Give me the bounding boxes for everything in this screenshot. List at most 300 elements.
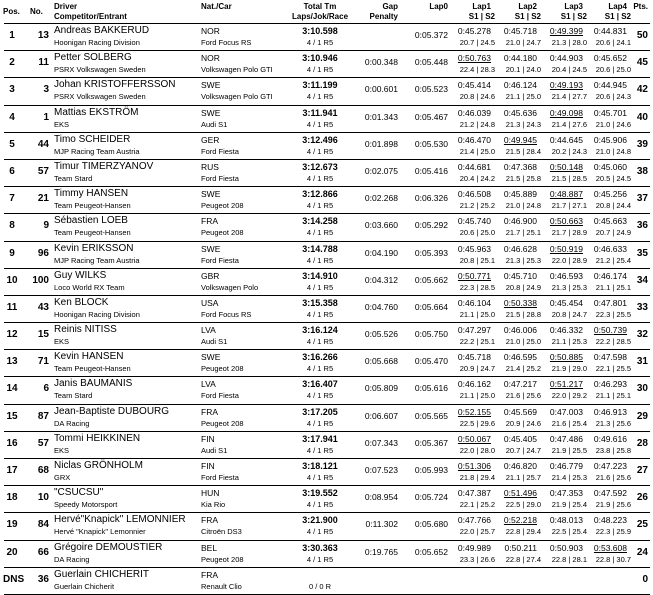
- lap4-splits: 21.2 | 25.4: [595, 255, 631, 265]
- lap1-time: 0:45.414: [457, 80, 491, 91]
- lap0-time: 0:05.616: [414, 383, 448, 394]
- laps-jokers-race: 4 / 1 R5: [306, 173, 334, 183]
- lap4-splits: 20.5 | 24.5: [595, 173, 631, 183]
- table-row: [0, 568, 653, 594]
- entrant-name: EKS: [54, 337, 70, 347]
- driver-name: Tommi HEIKKINEN: [54, 432, 141, 444]
- lap2-splits: 21.6 | 25.6: [505, 391, 541, 401]
- position: DNS: [3, 573, 25, 585]
- laps-jokers-race: 4 / 1 R5: [306, 201, 334, 211]
- laps-jokers-race: 4 / 1 R5: [306, 364, 334, 374]
- lap2-time: 0:46.900: [503, 216, 537, 227]
- car-number: 43: [37, 301, 49, 313]
- lap3-splits: 21.9 | 25.4: [551, 500, 587, 510]
- position: 8: [9, 220, 15, 232]
- driver-name: Grégoire DEMOUSTIER: [54, 541, 163, 553]
- header-lap3: Lap3: [564, 2, 583, 11]
- lap3-time: 0:51.217: [549, 379, 583, 390]
- lap3-splits: 21.4 | 27.7: [551, 92, 587, 102]
- lap1-splits: 22.0 | 25.7: [459, 527, 495, 537]
- car-number: 15: [37, 329, 49, 341]
- points: 39: [636, 138, 648, 150]
- entrant-name: MJP Racing Team Austria: [54, 146, 140, 156]
- entrant-name: PSRX Volkswagen Sweden: [54, 65, 146, 75]
- lap2-splits: 22.8 | 27.4: [505, 554, 541, 564]
- position: 3: [9, 84, 15, 96]
- laps-jokers-race: 4 / 1 R5: [306, 500, 334, 510]
- nationality: RUS: [201, 161, 219, 172]
- car-model: Volkswagen Polo GTI: [201, 65, 273, 75]
- lap1-time: 0:45.278: [457, 26, 491, 36]
- header-lap3-split: S1 | S2: [560, 12, 587, 21]
- car-model: Kia Rio: [201, 500, 226, 510]
- lap2-time: 0:47.368: [503, 161, 537, 172]
- car-number: 68: [37, 465, 49, 476]
- entrant-name: DA Racing: [54, 554, 90, 564]
- lap1-time: 0:47.766: [457, 515, 491, 526]
- entrant-name: Team Peugeot-Hansen: [54, 228, 131, 238]
- lap0-time: 0:05.372: [414, 30, 448, 40]
- lap2-time: 0:51.496: [503, 488, 537, 499]
- entrant-name: Hoonigan Racing Division: [54, 38, 140, 47]
- header-lap2-split: S1 | S2: [514, 12, 541, 21]
- car-number: 36: [37, 573, 49, 585]
- lap1-splits: 22.1 | 25.2: [459, 500, 495, 510]
- lap1-splits: 22.3 | 28.5: [459, 282, 495, 292]
- laps-jokers-race: 4 / 1 R5: [306, 391, 334, 401]
- lap4-time: 0:45.060: [593, 161, 627, 172]
- lap2-splits: 21.0 | 25.0: [505, 337, 541, 347]
- entrant-name: Team Stard: [54, 173, 93, 183]
- results-table: [0, 24, 653, 595]
- car-number: 1: [43, 111, 49, 123]
- lap2-time: 0:46.124: [503, 80, 537, 91]
- lap2-splits: 20.7 | 24.7: [505, 445, 541, 455]
- position: 18: [6, 492, 18, 504]
- lap1-splits: 22.5 | 29.6: [459, 418, 495, 428]
- table-row: [0, 486, 653, 512]
- lap2-splits: 21.3 | 24.3: [505, 119, 541, 129]
- gap-penalty: 0:19.765: [364, 546, 398, 557]
- table-row: [0, 296, 653, 322]
- nationality: FIN: [201, 461, 215, 471]
- table-row: [0, 24, 653, 50]
- position: 6: [9, 165, 15, 177]
- lap2-splits: 21.1 | 25.0: [505, 92, 541, 102]
- entrant-name: Team Stard: [54, 391, 93, 401]
- lap1-splits: 20.8 | 25.1: [459, 255, 495, 265]
- points: 40: [636, 111, 648, 123]
- nationality: SWE: [201, 80, 221, 91]
- lap0-time: 0:05.664: [414, 301, 448, 312]
- driver-name: Hervé"Knapick" LEMONNIER: [54, 514, 186, 526]
- laps-jokers-race: 4 / 1 R5: [306, 119, 334, 129]
- header-laps-jok-race: Laps/Jok/Race: [291, 12, 349, 21]
- header-lap1: Lap1: [472, 2, 491, 11]
- lap3-splits: 22.0 | 28.9: [551, 255, 587, 265]
- lap3-time: 0:48.887: [549, 189, 583, 200]
- points: 29: [636, 410, 648, 422]
- points: 25: [636, 519, 648, 531]
- table-row: [0, 242, 653, 268]
- lap2-splits: 20.8 | 24.9: [505, 282, 541, 292]
- lap0-time: 0:05.470: [414, 356, 448, 367]
- lap4-splits: 22.1 | 25.5: [595, 364, 631, 374]
- position: 5: [9, 138, 15, 150]
- lap4-splits: 21.9 | 25.6: [595, 500, 631, 510]
- position: 2: [9, 57, 15, 69]
- nationality: USA: [201, 297, 219, 308]
- lap4-time: 0:45.701: [593, 107, 627, 118]
- table-row: [0, 160, 653, 186]
- entrant-name: Loco World RX Team: [54, 282, 125, 292]
- laps-jokers-race: 4 / 1 R5: [306, 282, 334, 292]
- points: 35: [636, 247, 648, 259]
- entrant-name: GRX: [54, 473, 71, 482]
- car-number: 100: [32, 274, 49, 286]
- laps-jokers-race: 4 / 1 R5: [306, 527, 334, 537]
- nationality: FRA: [201, 406, 218, 417]
- lap3-splits: 22.8 | 28.1: [551, 554, 587, 564]
- points: 37: [636, 193, 648, 205]
- points: 42: [636, 84, 648, 96]
- points: 50: [636, 30, 648, 41]
- lap2-time: 0:45.569: [503, 406, 537, 417]
- lap1-splits: 23.3 | 26.6: [459, 554, 495, 564]
- lap1-time: 0:46.508: [457, 189, 491, 200]
- points: 34: [636, 274, 648, 286]
- lap4-splits: 22.8 | 30.7: [595, 554, 631, 564]
- lap4-time: 0:46.913: [593, 406, 627, 417]
- car-model: Peugeot 208: [201, 554, 244, 564]
- lap3-time: 0:44.645: [549, 134, 583, 145]
- lap3-splits: 22.5 | 25.4: [551, 527, 587, 537]
- table-header: [0, 2, 653, 23]
- driver-name: Guerlain CHICHERIT: [54, 568, 150, 580]
- total-time: 3:11.941: [302, 107, 338, 118]
- lap4-splits: 20.6 | 24.1: [595, 38, 631, 47]
- gap-penalty: 0:04.312: [364, 274, 398, 285]
- car-number: 96: [37, 247, 49, 259]
- lap3-time: 0:50.885: [549, 352, 583, 363]
- lap4-time: 0:45.652: [593, 53, 627, 64]
- driver-name: Niclas GRÖNHOLM: [54, 460, 143, 471]
- lap1-splits: 20.6 | 25.0: [459, 228, 495, 238]
- lap4-time: 0:46.174: [593, 270, 627, 281]
- lap4-splits: 21.1 | 25.1: [595, 391, 631, 401]
- lap2-time: 0:45.405: [503, 433, 537, 444]
- nationality: GER: [201, 134, 220, 145]
- lap4-splits: 21.6 | 25.6: [595, 473, 631, 482]
- nationality: LVA: [201, 325, 216, 336]
- gap-penalty: 0:00.348: [364, 57, 398, 68]
- car-number: 6: [43, 383, 49, 395]
- lap1-splits: 21.1 | 25.0: [459, 309, 495, 319]
- gap-penalty: 0:03.660: [364, 220, 398, 231]
- lap1-splits: 22.2 | 25.1: [459, 337, 495, 347]
- table-row: [0, 78, 653, 104]
- lap3-time: 0:49.193: [549, 80, 583, 91]
- driver-name: Sébastien LOEB: [54, 215, 128, 227]
- total-time: 3:14.788: [302, 243, 338, 254]
- lap3-splits: 21.4 | 25.3: [551, 473, 587, 482]
- car-number: 87: [37, 410, 49, 422]
- gap-penalty: 0:06.607: [364, 410, 398, 421]
- lap1-time: 0:46.470: [457, 134, 491, 145]
- car-number: 57: [37, 165, 49, 177]
- lap1-time: 0:51.306: [457, 461, 491, 471]
- car-number: 3: [43, 84, 49, 96]
- driver-name: Timur TIMERZYANOV: [54, 160, 154, 172]
- lap1-time: 0:46.162: [457, 379, 491, 390]
- lap4-splits: 21.0 | 24.6: [595, 119, 631, 129]
- lap3-time: 0:47.003: [549, 406, 583, 417]
- lap3-splits: 22.0 | 29.2: [551, 391, 587, 401]
- car-number: 71: [37, 356, 49, 368]
- lap2-time: 0:52.218: [503, 515, 537, 526]
- lap2-splits: 21.4 | 25.2: [505, 364, 541, 374]
- car-number: 10: [37, 492, 49, 504]
- header-pos: Pos.: [3, 7, 20, 16]
- points: 45: [636, 57, 648, 69]
- table-row: [0, 323, 653, 349]
- driver-name: Ken BLOCK: [54, 296, 109, 308]
- driver-name: Janis BAUMANIS: [54, 378, 133, 390]
- lap0-time: 0:05.652: [414, 546, 448, 557]
- driver-name: "CSUCSU": [54, 487, 104, 499]
- position: 11: [6, 301, 18, 313]
- lap2-splits: 21.5 | 25.8: [505, 173, 541, 183]
- table-row: [0, 269, 653, 295]
- lap4-time: 0:47.801: [593, 297, 627, 308]
- lap2-time: 0:50.211: [504, 542, 537, 553]
- points: 26: [636, 492, 648, 504]
- lap3-splits: 21.7 | 28.9: [551, 228, 587, 238]
- car-model: Peugeot 208: [201, 364, 244, 374]
- lap0-time: 0:06.326: [414, 193, 448, 204]
- entrant-name: Team Peugeot-Hansen: [54, 201, 131, 211]
- laps-jokers-race: 4 / 1 R5: [306, 473, 334, 482]
- car-model: Peugeot 208: [201, 201, 244, 211]
- lap4-time: 0:49.616: [593, 433, 627, 444]
- laps-jokers-race: 4 / 1 R5: [306, 38, 334, 47]
- lap1-splits: 21.4 | 25.0: [459, 146, 495, 156]
- table-row: [0, 350, 653, 376]
- lap1-time: 0:45.718: [457, 352, 491, 363]
- header-lap2: Lap2: [518, 2, 537, 11]
- lap4-time: 0:46.293: [593, 379, 627, 390]
- car-number: 66: [37, 546, 49, 558]
- lap1-time: 0:52.155: [457, 406, 491, 417]
- lap1-splits: 22.4 | 28.3: [459, 65, 495, 75]
- entrant-name: DA Racing: [54, 418, 90, 428]
- car-model: Renault Clio: [201, 581, 242, 591]
- lap2-splits: 22.8 | 29.4: [505, 527, 541, 537]
- total-time: 3:16.407: [302, 379, 338, 390]
- lap3-time: 0:45.454: [549, 297, 583, 308]
- lap0-time: 0:05.523: [414, 84, 448, 95]
- lap0-time: 0:05.565: [414, 410, 448, 421]
- lap4-splits: 22.3 | 25.9: [595, 527, 631, 537]
- lap3-time: 0:49.399: [549, 26, 583, 36]
- car-model: Ford Fiesta: [201, 473, 239, 482]
- header-no: No.: [30, 7, 43, 16]
- points: 28: [636, 437, 648, 449]
- nationality: BEL: [201, 542, 218, 553]
- lap3-time: 0:47.353: [549, 488, 583, 499]
- gap-penalty: 0:05.668: [364, 356, 398, 367]
- lap2-splits: 20.1 | 24.0: [505, 65, 541, 75]
- entrant-name: Guerlain Chicherit: [54, 581, 115, 591]
- lap4-splits: 21.0 | 24.8: [595, 146, 631, 156]
- gap-penalty: 0:08.954: [364, 492, 398, 503]
- lap1-splits: 20.9 | 24.7: [459, 364, 495, 374]
- car-model: Ford Fiesta: [201, 146, 239, 156]
- lap1-time: 0:50.771: [457, 270, 491, 281]
- lap2-time: 0:45.710: [503, 270, 537, 281]
- lap0-time: 0:05.367: [414, 437, 448, 448]
- total-time: 3:30.363: [302, 542, 338, 553]
- lap4-time: 0:45.663: [593, 216, 627, 227]
- car-model: Audi S1: [201, 445, 228, 455]
- lap3-splits: 21.4 | 27.6: [551, 119, 587, 129]
- position: 9: [9, 247, 15, 259]
- lap4-splits: 20.7 | 24.9: [595, 228, 631, 238]
- points: 30: [636, 383, 648, 395]
- total-time: 3:16.124: [302, 325, 338, 336]
- table-row: [0, 133, 653, 159]
- laps-jokers-race: 4 / 1 R5: [306, 337, 334, 347]
- position: 17: [6, 465, 18, 476]
- laps-jokers-race: 4 / 1 R5: [306, 309, 334, 319]
- lap3-splits: 21.7 | 27.1: [551, 201, 587, 211]
- position: 12: [6, 329, 18, 341]
- lap0-time: 0:05.416: [414, 165, 448, 176]
- driver-name: Andreas BAKKERUD: [54, 25, 150, 36]
- position: 4: [9, 111, 15, 123]
- laps-jokers-race: 4 / 1 R5: [306, 228, 334, 238]
- driver-name: Timmy HANSEN: [54, 188, 129, 200]
- lap3-splits: 20.2 | 24.3: [551, 146, 587, 156]
- lap4-time: 0:45.906: [593, 134, 627, 145]
- table-row: [0, 51, 653, 77]
- laps-jokers-race: 4 / 1 R5: [306, 554, 334, 564]
- header-lap4-split: S1 | S2: [604, 12, 631, 21]
- lap4-splits: 20.6 | 25.0: [595, 65, 631, 75]
- laps-jokers-race: 4 / 1 R5: [306, 92, 334, 102]
- driver-name: Guy WILKS: [54, 269, 107, 281]
- lap4-splits: 22.3 | 25.5: [595, 309, 631, 319]
- lap2-time: 0:50.338: [503, 297, 537, 308]
- gap-penalty: 0:01.343: [364, 111, 398, 122]
- position: 16: [6, 437, 18, 449]
- lap4-splits: 23.8 | 25.8: [595, 445, 631, 455]
- lap2-time: 0:49.945: [503, 134, 537, 145]
- table-row: [0, 214, 653, 240]
- lap1-splits: 20.7 | 24.5: [459, 38, 495, 47]
- lap4-time: 0:47.598: [593, 352, 627, 363]
- lap2-time: 0:47.217: [503, 379, 537, 390]
- lap1-splits: 21.1 | 25.0: [459, 391, 495, 401]
- lap0-time: 0:05.993: [414, 465, 448, 475]
- lap2-splits: 21.0 | 24.7: [505, 38, 541, 47]
- lap0-time: 0:05.724: [414, 492, 448, 503]
- lap4-splits: 20.6 | 24.3: [595, 92, 631, 102]
- lap1-splits: 21.8 | 29.4: [459, 473, 495, 482]
- points: 27: [636, 465, 648, 476]
- car-model: Ford Focus RS: [201, 38, 252, 47]
- lap2-time: 0:46.628: [503, 243, 537, 254]
- total-time: 3:14.258: [302, 216, 338, 227]
- total-time: 3:16.266: [302, 352, 338, 363]
- nationality: SWE: [201, 107, 221, 118]
- header-natcar: Nat./Car: [201, 2, 232, 11]
- header-gap: Gap: [382, 2, 398, 11]
- car-number: 84: [37, 519, 49, 531]
- lap4-time: 0:50.739: [593, 325, 627, 336]
- total-time: 3:12.673: [302, 161, 338, 172]
- laps-jokers-race: 4 / 1 R5: [306, 146, 334, 156]
- lap1-time: 0:49.989: [457, 542, 491, 553]
- nationality: NOR: [201, 53, 220, 64]
- entrant-name: Hoonigan Racing Division: [54, 309, 140, 319]
- header-pts: Pts.: [633, 2, 648, 11]
- lap2-splits: 22.5 | 29.0: [505, 500, 541, 510]
- lap3-splits: 21.3 | 28.0: [551, 38, 587, 47]
- car-number: 9: [43, 220, 49, 232]
- laps-jokers-race: 0 / 0 R: [308, 581, 332, 591]
- position: 14: [6, 383, 18, 395]
- lap3-time: 0:50.903: [549, 542, 583, 553]
- laps-jokers-race: 4 / 1 R5: [306, 445, 334, 455]
- lap3-time: 0:46.779: [549, 461, 583, 471]
- total-time: 3:10.598: [302, 26, 338, 36]
- nationality: FIN: [201, 433, 215, 444]
- entrant-name: Team Peugeot-Hansen: [54, 364, 131, 374]
- car-model: Peugeot 208: [201, 418, 244, 428]
- car-model: Ford Fiesta: [201, 173, 239, 183]
- lap3-time: 0:49.098: [549, 107, 583, 118]
- lap1-splits: 21.2 | 24.8: [459, 119, 495, 129]
- lap0-time: 0:05.530: [414, 138, 448, 149]
- total-time: 3:10.946: [302, 53, 338, 64]
- driver-name: Mattias EKSTRÖM: [54, 106, 139, 118]
- lap3-splits: 20.8 | 24.7: [551, 309, 587, 319]
- position: 7: [9, 193, 15, 205]
- lap4-splits: 21.3 | 25.6: [595, 418, 631, 428]
- total-time: 3:17.205: [302, 406, 338, 417]
- driver-name: Kevin ERIKSSON: [54, 242, 134, 254]
- table-row: [0, 187, 653, 213]
- lap3-time: 0:50.663: [549, 216, 583, 227]
- lap1-time: 0:50.067: [457, 433, 491, 444]
- table-row: [0, 513, 653, 539]
- lap3-splits: 21.6 | 25.4: [551, 418, 587, 428]
- header-penalty: Penalty: [369, 12, 398, 21]
- driver-name: Jean-Baptiste DUBOURG: [54, 405, 170, 417]
- position: 1: [9, 30, 15, 41]
- lap4-time: 0:47.592: [593, 488, 627, 499]
- lap3-splits: 21.3 | 25.3: [551, 282, 587, 292]
- total-time: 3:12.866: [302, 189, 338, 200]
- nationality: GBR: [201, 270, 220, 281]
- position: 15: [6, 410, 18, 422]
- nationality: SWE: [201, 189, 221, 200]
- car-model: Citroën DS3: [201, 527, 242, 537]
- lap3-time: 0:48.013: [549, 515, 583, 526]
- lap3-splits: 21.9 | 25.5: [551, 445, 587, 455]
- car-model: Volkswagen Polo: [201, 282, 259, 292]
